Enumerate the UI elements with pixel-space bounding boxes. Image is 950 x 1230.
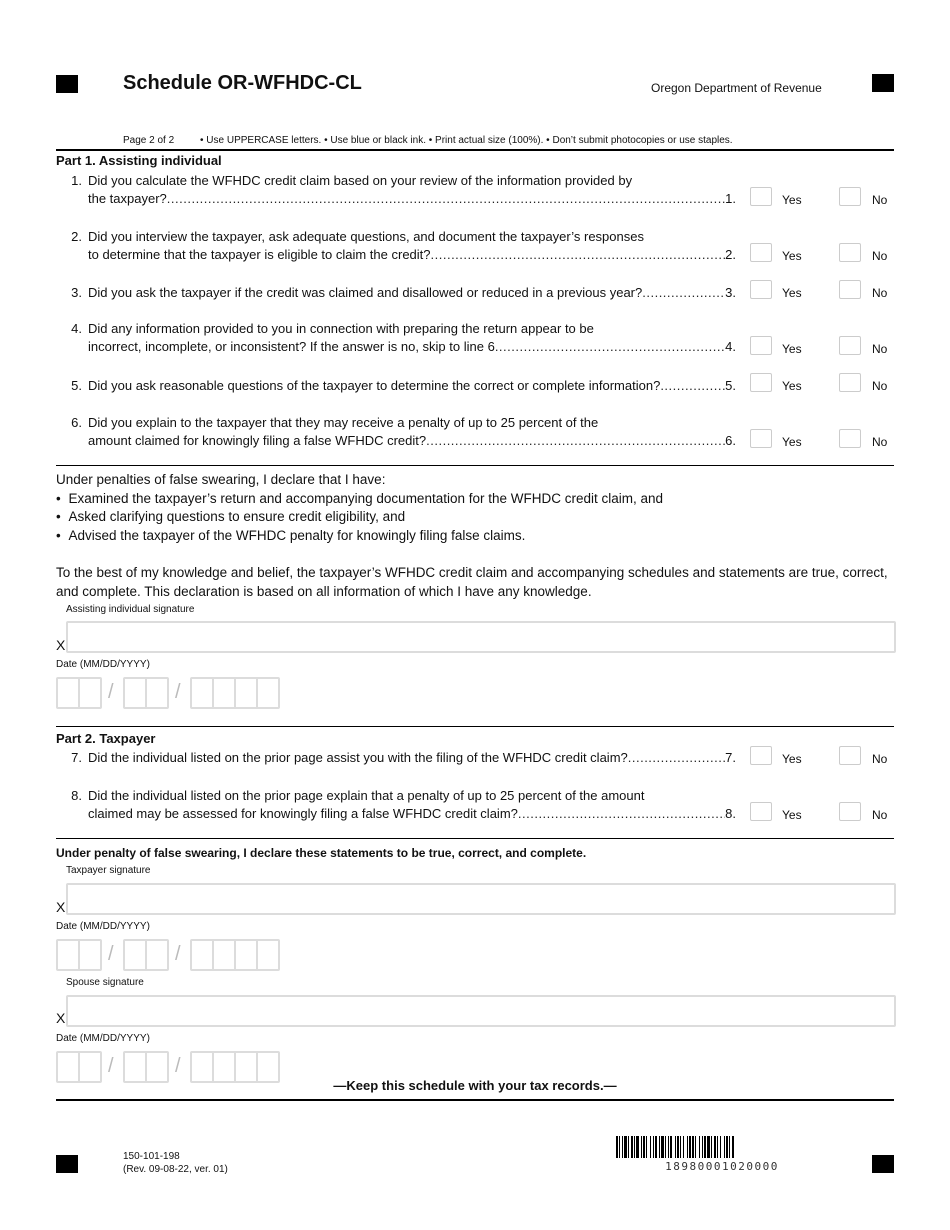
q6-yes-checkbox[interactable] xyxy=(750,429,772,448)
line-number: 6. xyxy=(725,433,736,448)
question-7 xyxy=(56,749,736,767)
line-number: 4. xyxy=(725,339,736,354)
line-number: 2. xyxy=(725,247,736,262)
question-text: Did the individual listed on the prior page explain that a penalty of up to 25 percent of the amount xyxy=(88,788,645,803)
q1-no-checkbox[interactable] xyxy=(839,187,861,206)
question-number: 1. xyxy=(71,173,82,188)
q5-yes-checkbox[interactable] xyxy=(750,373,772,392)
part1-declaration: To the best of my knowledge and belief, the taxpayer’s WFHDC credit claim and accompanying schedules and statements are true, correct, and complete. This declaration is based on all information of which I have any knowledge. xyxy=(56,565,888,599)
question-8 xyxy=(56,787,736,823)
yes-label: Yes xyxy=(782,379,802,393)
date-separator: / xyxy=(108,943,114,965)
no-label: No xyxy=(872,435,888,449)
q4-no-checkbox[interactable] xyxy=(839,336,861,355)
header-divider xyxy=(56,149,894,151)
question-text: Did you interview the taxpayer, ask adequate questions, and document the taxpayer’s responses xyxy=(88,229,644,244)
question-1 xyxy=(56,172,736,208)
bullet-text: Advised the taxpayer of the WFHDC penalty for knowingly filing false claims. xyxy=(68,528,526,543)
question-text: amount claimed for knowingly filing a false WFHDC credit? xyxy=(88,433,427,448)
question-number: 6. xyxy=(71,415,82,430)
bullet-text: Asked clarifying questions to ensure credit eligibility, and xyxy=(68,509,406,524)
assisting-signature-label: Assisting individual signature xyxy=(66,604,195,615)
signature-x-mark: X xyxy=(56,1010,66,1026)
form-revision: (Rev. 09-08-22, ver. 01) xyxy=(123,1164,228,1175)
spouse-date-label: Date (MM/DD/YYYY) xyxy=(56,1033,150,1044)
question-text: claimed may be assessed for knowingly filing a false WFHDC credit claim? xyxy=(88,806,518,821)
part1-heading: Part 1. Assisting individual xyxy=(56,153,222,168)
date-separator: / xyxy=(108,1055,114,1077)
spouse-signature-field[interactable] xyxy=(66,995,896,1027)
q3-no-checkbox[interactable] xyxy=(839,280,861,299)
q8-yes-checkbox[interactable] xyxy=(750,802,772,821)
taxpayer-date-year[interactable] xyxy=(190,939,280,971)
no-label: No xyxy=(872,342,888,356)
question-text: Did the individual listed on the prior page assist you with the filing of the WFHDC credit claim? xyxy=(88,750,628,765)
q5-no-checkbox[interactable] xyxy=(839,373,861,392)
question-text: Did any information provided to you in connection with preparing the return appear to be xyxy=(88,321,594,336)
question-number: 2. xyxy=(71,229,82,244)
q6-no-checkbox[interactable] xyxy=(839,429,861,448)
part1-declaration-intro: Under penalties of false swearing, I declare that I have: xyxy=(56,472,386,487)
taxpayer-signature-label: Taxpayer signature xyxy=(66,865,151,876)
spouse-signature-label: Spouse signature xyxy=(66,977,144,988)
yes-label: Yes xyxy=(782,193,802,207)
part2-divider xyxy=(56,726,894,727)
date-separator: / xyxy=(175,681,181,703)
date-separator: / xyxy=(108,681,114,703)
no-label: No xyxy=(872,249,888,263)
signature-x-mark: X xyxy=(56,899,66,915)
question-number: 8. xyxy=(71,788,82,803)
taxpayer-date-month[interactable] xyxy=(56,939,102,971)
taxpayer-date-day[interactable] xyxy=(123,939,169,971)
yes-label: Yes xyxy=(782,286,802,300)
question-text: Did you ask the taxpayer if the credit was claimed and disallowed or reduced in a previous year? xyxy=(88,285,643,300)
yes-label: Yes xyxy=(782,752,802,766)
form-instructions: • Use UPPERCASE letters. • Use blue or black ink. • Print actual size (100%). • Don’t submit photocopies or use staples. xyxy=(200,135,733,146)
registration-mark-top-left xyxy=(56,75,78,93)
no-label: No xyxy=(872,752,888,766)
signature-x-mark: X xyxy=(56,637,66,653)
barcode-number: 18980001020000 xyxy=(665,1160,779,1173)
q7-yes-checkbox[interactable] xyxy=(750,746,772,765)
part2-declaration: Under penalty of false swearing, I declare these statements to be true, correct, and complete. xyxy=(56,846,587,860)
no-label: No xyxy=(872,193,888,207)
keep-records-note: —Keep this schedule with your tax records.— xyxy=(333,1078,617,1093)
footer-divider xyxy=(56,1099,894,1101)
part2-heading: Part 2. Taxpayer xyxy=(56,731,156,746)
question-3 xyxy=(56,284,736,302)
agency-name: Oregon Department of Revenue xyxy=(651,81,822,95)
yes-label: Yes xyxy=(782,435,802,449)
registration-mark-top-right xyxy=(872,74,894,92)
no-label: No xyxy=(872,808,888,822)
question-text: incorrect, incomplete, or inconsistent? If the answer is no, skip to line 6 xyxy=(88,339,495,354)
declaration-bullet: • Examined the taxpayer’s return and accompanying documentation for the WFHDC credit claim, and xyxy=(56,491,664,506)
yes-label: Yes xyxy=(782,342,802,356)
assisting-signature-field[interactable] xyxy=(66,621,896,653)
q2-no-checkbox[interactable] xyxy=(839,243,861,262)
q1-yes-checkbox[interactable] xyxy=(750,187,772,206)
yes-label: Yes xyxy=(782,249,802,263)
q7-no-checkbox[interactable] xyxy=(839,746,861,765)
yes-label: Yes xyxy=(782,808,802,822)
part2-questions-divider xyxy=(56,838,894,839)
taxpayer-date-label: Date (MM/DD/YYYY) xyxy=(56,921,150,932)
registration-mark-bottom-right xyxy=(872,1155,894,1173)
question-number: 5. xyxy=(71,378,82,393)
question-text: to determine that the taxpayer is eligible to claim the credit? xyxy=(88,247,431,262)
q4-yes-checkbox[interactable] xyxy=(750,336,772,355)
registration-mark-bottom-left xyxy=(56,1155,78,1173)
form-number: 150-101-198 xyxy=(123,1151,180,1162)
question-number: 7. xyxy=(71,750,82,765)
date-separator: / xyxy=(175,943,181,965)
line-number: 3. xyxy=(725,285,736,300)
question-2 xyxy=(56,228,736,264)
declaration-bullet: • Asked clarifying questions to ensure credit eligibility, and xyxy=(56,509,406,524)
bullet-text: Examined the taxpayer’s return and accompanying documentation for the WFHDC credit claim, and xyxy=(68,491,664,506)
line-number: 5. xyxy=(725,378,736,393)
question-number: 4. xyxy=(71,321,82,336)
question-5 xyxy=(56,377,736,395)
no-label: No xyxy=(872,379,888,393)
q3-yes-checkbox[interactable] xyxy=(750,280,772,299)
part1-questions-divider xyxy=(56,465,894,466)
assisting-date-label: Date (MM/DD/YYYY) xyxy=(56,659,150,670)
declaration-bullet: • Advised the taxpayer of the WFHDC penalty for knowingly filing false claims. xyxy=(56,528,526,543)
question-text: Did you ask reasonable questions of the taxpayer to determine the correct or complete information? xyxy=(88,378,661,393)
question-4 xyxy=(56,320,736,356)
taxpayer-signature-field[interactable] xyxy=(66,883,896,915)
assisting-date-month[interactable] xyxy=(56,677,102,709)
barcode-image xyxy=(616,1136,828,1158)
question-text: the taxpayer? xyxy=(88,191,167,206)
no-label: No xyxy=(872,286,888,300)
line-number: 1. xyxy=(725,191,736,206)
question-text: Did you explain to the taxpayer that they may receive a penalty of up to 25 percent of the xyxy=(88,415,599,430)
line-number: 7. xyxy=(725,750,736,765)
question-6 xyxy=(56,414,736,450)
assisting-date-year[interactable] xyxy=(190,677,280,709)
question-text: Did you calculate the WFHDC credit claim based on your review of the information provided by xyxy=(88,173,633,188)
q8-no-checkbox[interactable] xyxy=(839,802,861,821)
date-separator: / xyxy=(175,1055,181,1077)
question-number: 3. xyxy=(71,285,82,300)
form-title: Schedule OR-WFHDC-CL xyxy=(123,72,362,94)
q2-yes-checkbox[interactable] xyxy=(750,243,772,262)
line-number: 8. xyxy=(725,806,736,821)
assisting-date-day[interactable] xyxy=(123,677,169,709)
page-number: Page 2 of 2 xyxy=(123,135,175,146)
